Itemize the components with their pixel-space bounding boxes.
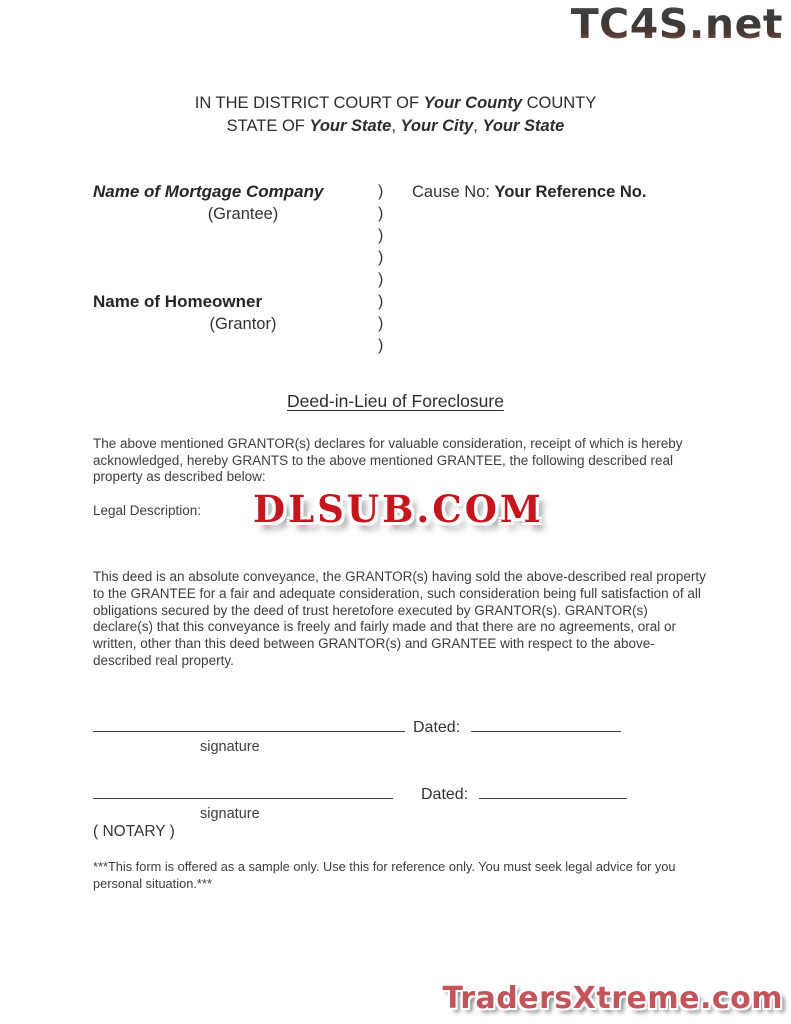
signature-blank-line — [93, 716, 405, 732]
notary-label: ( NOTARY ) — [93, 823, 175, 840]
dated-label: Dated: — [421, 786, 469, 803]
grantor-signature-block — [93, 716, 709, 755]
court-city-placeholder: Your City — [400, 117, 474, 135]
document-title-text: Deed-in-Lieu of Foreclosure — [287, 391, 504, 411]
date-blank-line — [471, 716, 621, 732]
court-header-line2 — [0, 115, 791, 138]
court-header — [0, 92, 791, 138]
date-blank-line — [479, 783, 627, 799]
paren-mark: ) — [378, 249, 384, 266]
tradersxtreme-watermark: TradersXtreme.com — [442, 981, 783, 1016]
document-title — [0, 391, 791, 412]
paren-mark: ) — [378, 271, 384, 288]
court-county-placeholder: Your County — [423, 94, 523, 112]
paren-mark: ) — [378, 183, 384, 200]
court-header-line1 — [0, 92, 791, 115]
notary-signature-block — [93, 783, 709, 841]
signature-row — [93, 783, 709, 804]
court-line1-suffix: COUNTY — [522, 94, 597, 112]
granting-paragraph: The above mentioned GRANTOR(s) declares for valuable consideration, receipt of which is hereby acknowledged, hereby GRANTS to the above mentioned GRANTEE, the following described real property as described below: — [93, 436, 683, 485]
court-line2-sep2: , — [473, 117, 483, 135]
court-line2-sep1: , — [391, 117, 401, 135]
signature-row — [93, 716, 709, 737]
court-state1-placeholder: Your State — [309, 117, 392, 135]
cause-number-label: Cause No: — [412, 183, 495, 201]
paren-mark: ) — [378, 315, 384, 332]
dlsub-watermark: DLSUB.COM — [253, 487, 544, 531]
paren-mark: ) — [378, 337, 384, 354]
grantee-party-block — [93, 181, 393, 225]
case-caption — [93, 181, 705, 359]
caption-divider-parens — [378, 181, 383, 357]
court-line2-prefix: STATE OF — [226, 117, 310, 135]
cause-number-value: Your Reference No. — [494, 183, 647, 201]
court-line1-prefix: IN THE DISTRICT COURT OF — [194, 94, 424, 112]
paren-mark: ) — [378, 205, 384, 222]
grantor-party-block — [93, 291, 393, 335]
conveyance-paragraph: This deed is an absolute conveyance, the GRANTOR(s) having sold the above-described real property to the GRANTEE for a fair and adequate consideration, such consideration being full satisfaction of all obligations secured by the deed of trust heretofore executed by GRANTOR(s). GRANTOR(s) declare(s) that this conveyance is freely and fairly made and that there are no agreements, oral or written, other than this deed between GRANTOR(s) and GRANTEE with respect to the above-described real property. — [93, 569, 706, 668]
legal-description-label: Legal Description: — [93, 503, 202, 518]
court-state2-placeholder: Your State — [482, 117, 565, 135]
grantee-name: Name of Mortgage Company — [93, 182, 324, 201]
paren-mark: ) — [378, 227, 384, 244]
grantor-role-label: (Grantor) — [209, 315, 277, 333]
sample-disclaimer: ***This form is offered as a sample only. Use this for reference only. You must seek legal advice for you personal situation.*** — [93, 859, 676, 891]
paren-mark: ) — [378, 293, 384, 310]
signature-caption: signature — [200, 806, 260, 822]
dated-label: Dated: — [413, 719, 461, 736]
grantee-role-label: (Grantee) — [207, 205, 279, 223]
signature-blank-line — [93, 783, 393, 799]
tc4s-watermark: TC4S.net — [570, 0, 783, 48]
grantor-name: Name of Homeowner — [93, 292, 263, 311]
legal-description-row — [93, 487, 707, 537]
signature-caption: signature — [200, 739, 260, 755]
cause-number-line — [412, 181, 646, 203]
